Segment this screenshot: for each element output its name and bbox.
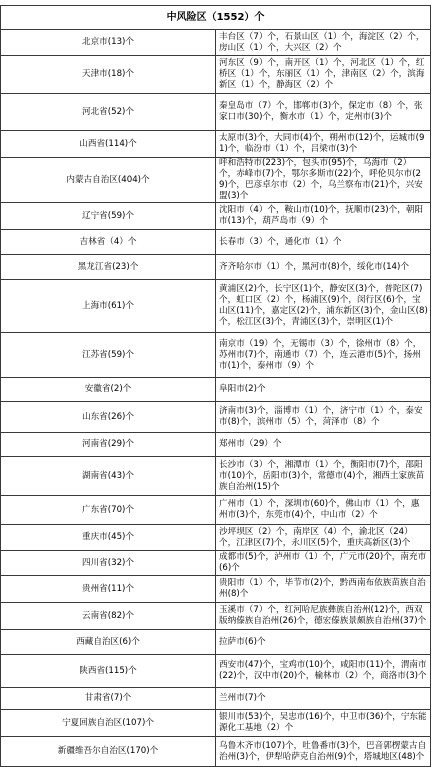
table-row bbox=[1, 688, 431, 710]
region-cell: 上海市(61)个 bbox=[1, 280, 216, 333]
table-row bbox=[1, 378, 431, 402]
detail-cell: 西安市(47)个，宝鸡市(10)个，咸阳市(11)个，渭南市(22)个，汉中市(20)个，榆林市（2）个，商洛市(3)个 bbox=[216, 655, 431, 688]
document-page bbox=[0, 5, 432, 761]
table-row bbox=[1, 203, 431, 230]
table-row bbox=[1, 551, 431, 576]
table-row bbox=[1, 230, 431, 255]
detail-cell: 齐齐哈尔市（1）个，黑河市(8)个，绥化市(14)个 bbox=[216, 255, 431, 280]
detail-cell: 郑州市（29）个 bbox=[216, 433, 431, 457]
detail-cell: 沈阳市（4）个，鞍山市(10)个，抚顺市(23)个，朝阳市(13)个，葫芦岛市（9）个 bbox=[216, 203, 431, 230]
region-cell: 山东省(26)个 bbox=[1, 402, 216, 433]
region-cell: 内蒙古自治区(404)个 bbox=[1, 158, 216, 203]
table-row bbox=[1, 457, 431, 496]
table-row bbox=[1, 158, 431, 203]
region-cell: 江苏省(59)个 bbox=[1, 333, 216, 378]
detail-cell: 济南市(3)个，淄博市（1）个，济宁市（1）个，泰安市(8)个，滨州市（5）个，菏泽市（8）个 bbox=[216, 402, 431, 433]
risk-area-table bbox=[0, 5, 431, 767]
detail-cell: 广州市（1）个，深圳市(60)个，佛山市（1）个，惠州市(3)个，东莞市(4)个，中山市（2）个 bbox=[216, 496, 431, 525]
region-cell: 贵州省(11)个 bbox=[1, 576, 216, 603]
table-row bbox=[1, 433, 431, 457]
region-cell: 西藏自治区(6)个 bbox=[1, 630, 216, 655]
detail-cell: 长春市（3）个，通化市（1）个 bbox=[216, 230, 431, 255]
table-row bbox=[1, 255, 431, 280]
region-cell: 云南省(82)个 bbox=[1, 603, 216, 630]
detail-cell: 沙坪坝区（2）个，南岸区（4）个，渝北区（24）个，江津区(7)个，永川区(5)个，重庆高新区(3)个 bbox=[216, 525, 431, 551]
region-cell: 广东省(70)个 bbox=[1, 496, 216, 525]
detail-cell: 长沙市（3）个，湘潭市（1）个，衡阳市(7)个，邵阳市(10)个，岳阳市(3)个，常德市(4)个，湘西土家族苗族自治州(15)个 bbox=[216, 457, 431, 496]
region-cell: 重庆市(45)个 bbox=[1, 525, 216, 551]
region-cell: 宁夏回族自治区(107)个 bbox=[1, 710, 216, 737]
detail-cell: 成都市(5)个，泸州市（1）个，广元市(20)个，南充市(6)个 bbox=[216, 551, 431, 576]
region-cell: 北京市(13)个 bbox=[1, 30, 216, 56]
region-cell: 湖南省(43)个 bbox=[1, 457, 216, 496]
table-row bbox=[1, 710, 431, 737]
detail-cell: 贵阳市（1）个，毕节市(2)个，黔西南布依族苗族自治州(8)个 bbox=[216, 576, 431, 603]
table-row bbox=[1, 131, 431, 158]
region-cell: 天津市(18)个 bbox=[1, 56, 216, 94]
detail-cell: 银川市(53)个，吴忠市(16)个，中卫市(36)个，宁东能源化工基地（2）个 bbox=[216, 710, 431, 737]
detail-cell: 拉萨市(6)个 bbox=[216, 630, 431, 655]
table-row bbox=[1, 333, 431, 378]
region-cell: 河南省(29)个 bbox=[1, 433, 216, 457]
table-row bbox=[1, 56, 431, 94]
table-title-row bbox=[1, 6, 431, 30]
detail-cell: 秦皇岛市（7）个，邯郸市(3)个，保定市（8）个，张家口市(30)个，衡水市（1）个，定州市(3)个 bbox=[216, 94, 431, 131]
table-row bbox=[1, 603, 431, 630]
detail-cell: 河东区（9）个，南开区（1）个，河北区（1）个，红桥区（1）个，东丽区（1）个，津南区（2）个，滨海新区（1）个，静海区（2）个 bbox=[216, 56, 431, 94]
detail-cell: 丰台区（7）个，石景山区（1）个，海淀区（2）个，房山区（1）个，大兴区（2）个 bbox=[216, 30, 431, 56]
region-cell: 陕西省(115)个 bbox=[1, 655, 216, 688]
table-row bbox=[1, 525, 431, 551]
table-row bbox=[1, 655, 431, 688]
table-title: 中风险区（1552）个 bbox=[1, 6, 431, 30]
table-row bbox=[1, 402, 431, 433]
detail-cell: 兰州市(7)个 bbox=[216, 688, 431, 710]
region-cell: 吉林省（4）个 bbox=[1, 230, 216, 255]
table-row bbox=[1, 280, 431, 333]
region-cell: 甘肃省(7)个 bbox=[1, 688, 216, 710]
table-row bbox=[1, 496, 431, 525]
region-cell: 四川省(32)个 bbox=[1, 551, 216, 576]
table-row bbox=[1, 737, 431, 767]
detail-cell: 乌鲁木齐市(107)个，吐鲁番市(3)个，巴音郭楞蒙古自治州(3)个，伊犁哈萨克自治州(9)个，塔城地区(48)个 bbox=[216, 737, 431, 767]
detail-cell: 呼和浩特市(223)个，包头市(95)个，乌海市（2）个，赤峰市(7)个，鄂尔多斯市(22)个，呼伦贝尔市(29)个，巴彦卓尔市（2）个，乌兰察布市(21)个，兴安盟(3)个 bbox=[216, 158, 431, 203]
detail-cell: 玉溪市（7）个，红河哈尼族彝族自治州(12)个，西双版纳傣族自治州(26)个，德宏傣族景颇族自治州(37)个 bbox=[216, 603, 431, 630]
detail-cell: 阜阳市(2)个 bbox=[216, 378, 431, 402]
table-row bbox=[1, 30, 431, 56]
table-row bbox=[1, 94, 431, 131]
table-row bbox=[1, 630, 431, 655]
region-cell: 山西省(114)个 bbox=[1, 131, 216, 158]
region-cell: 新疆维吾尔自治区(170)个 bbox=[1, 737, 216, 767]
region-cell: 辽宁省(59)个 bbox=[1, 203, 216, 230]
detail-cell: 南京市（19）个，无锡市（3）个，徐州市（8）个，苏州市(7)个，南通市（7）个，连云港市(5)个，扬州市(1)个，泰州市（9）个 bbox=[216, 333, 431, 378]
region-cell: 黑龙江省(23)个 bbox=[1, 255, 216, 280]
region-cell: 安徽省(2)个 bbox=[1, 378, 216, 402]
table-row bbox=[1, 576, 431, 603]
region-cell: 河北省(52)个 bbox=[1, 94, 216, 131]
detail-cell: 太原市(3)个，大同市(4)个，朔州市(12)个，运城市(91)个，临汾市（1）个，吕梁市(3)个 bbox=[216, 131, 431, 158]
detail-cell: 黄浦区(2)个，长宁区(1)个，静安区(3)个，普陀区(7)个，虹口区（2）个，杨浦区(9)个，闵行区(6)个，宝山区(11)个，嘉定区(2)个，浦东新区(3)个，金山区(8)个，松江区(3)个，青浦区(3)个，崇明区(1)个 bbox=[216, 280, 431, 333]
